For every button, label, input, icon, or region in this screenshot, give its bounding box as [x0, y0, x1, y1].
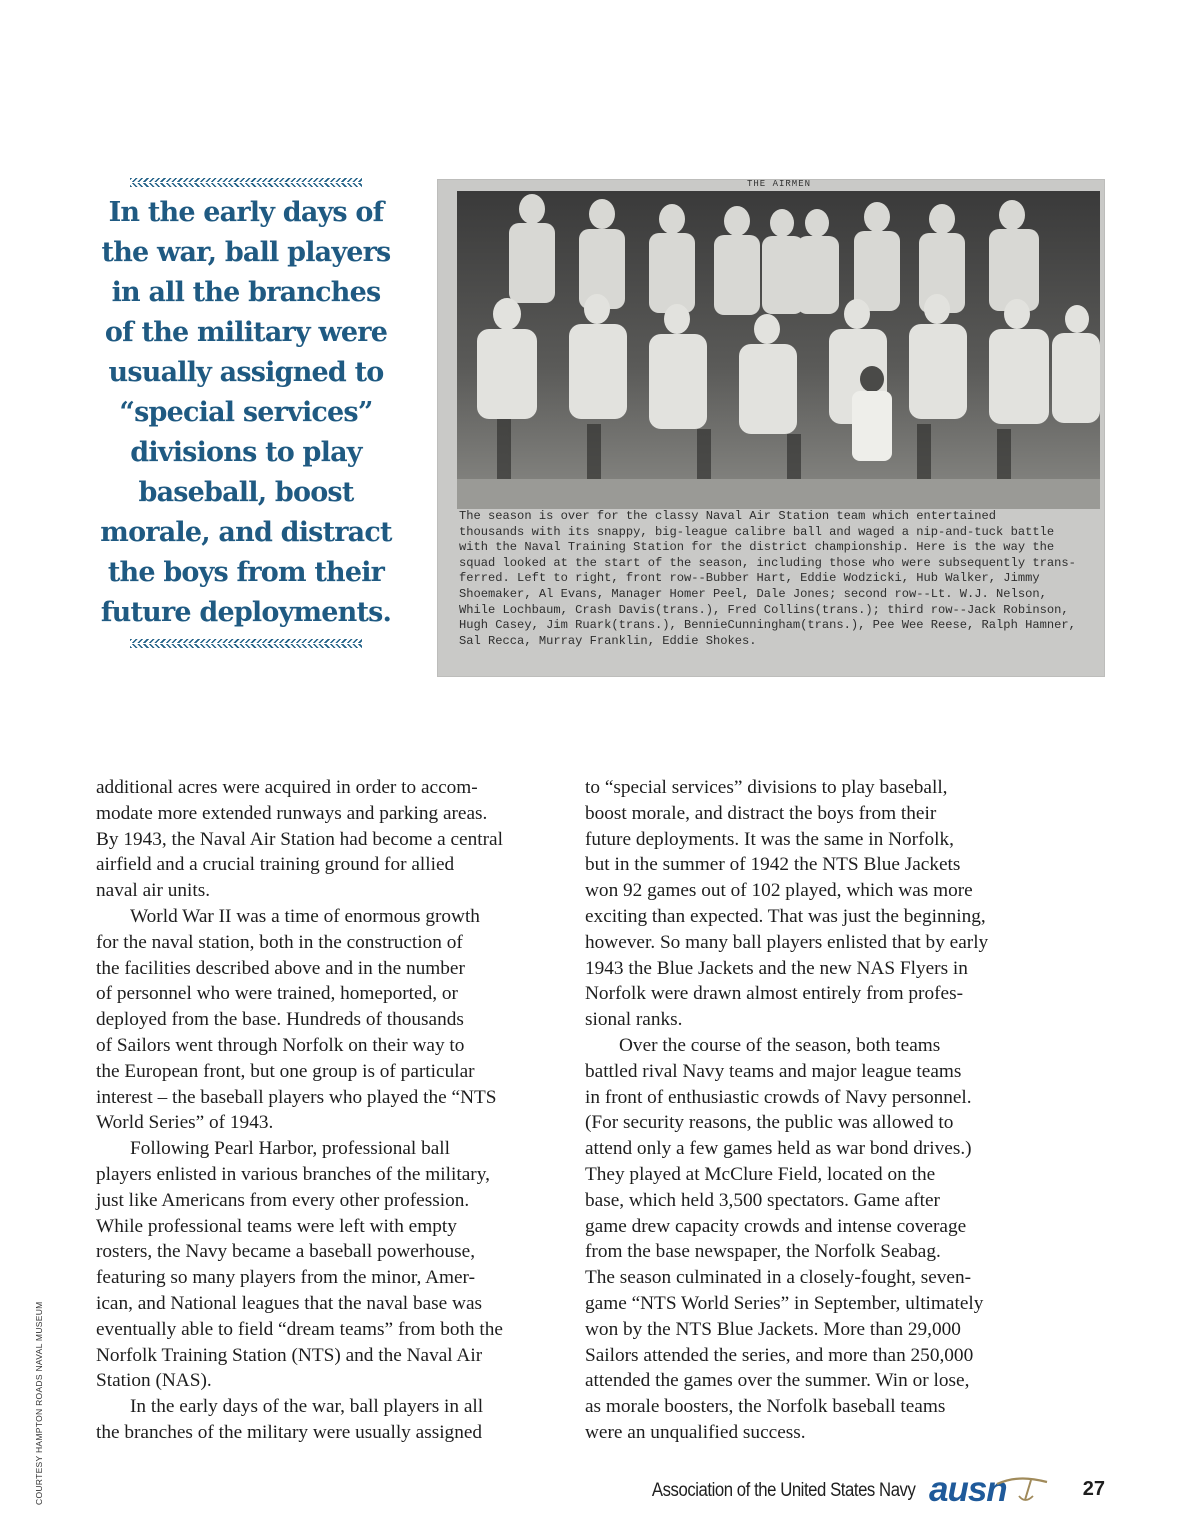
body-line: the European front, but one group is of particular [96, 1060, 475, 1082]
body-line: (For security reasons, the public was allowed to [585, 1112, 954, 1134]
pull-quote-line: future deployments. [100, 597, 392, 628]
photo-caption [459, 509, 1099, 649]
body-column-left [96, 775, 556, 1446]
pull-quote-line: In the early days of [108, 197, 384, 228]
body-line: Norfolk were drawn almost entirely from profes- [585, 983, 963, 1005]
page-footer [600, 1470, 1105, 1516]
pull-quote-line: usually assigned to [108, 357, 384, 388]
logo-text: ausn [929, 1470, 1007, 1509]
caption-line: Hugh Casey, Jim Ruark(trans.), BennieCunningham(trans.), Pee Wee Reese, Ralph Hamner, [459, 618, 1076, 633]
body-line: players enlisted in various branches of the military, [96, 1163, 490, 1185]
body-line: The season culminated in a closely-fought, seven- [585, 1267, 972, 1289]
body-line: While professional teams were left with empty [96, 1215, 457, 1237]
photo-credit-text: COURTESY HAMPTON ROADS NAVAL MUSEUM [34, 1301, 44, 1505]
pull-quote-line: divisions to play [130, 437, 362, 468]
body-line: They played at McClure Field, located on the [585, 1163, 936, 1185]
body-line: in front of enthusiastic crowds of Navy personnel. [585, 1086, 972, 1108]
page-number: 27 [1082, 1478, 1105, 1500]
body-line: but in the summer of 1942 the NTS Blue Jackets [585, 854, 961, 876]
body-line: of personnel who were trained, homeported, or [96, 983, 458, 1005]
body-line: ican, and National leagues that the naval base was [96, 1292, 483, 1314]
footer-organization: Association of the United States Navy [651, 1480, 915, 1501]
body-line: naval air units. [96, 880, 211, 902]
zigzag-rule-top [130, 178, 362, 187]
body-line: World War II was a time of enormous growth [130, 905, 480, 927]
body-line: deployed from the base. Hundreds of thousands [96, 1009, 464, 1031]
body-line: to “special services” divisions to play baseball, [585, 777, 948, 798]
body-line: airfield and a crucial training ground for allied [96, 854, 455, 876]
caption-line: thousands with its snappy, big-league calibre ball and waged a nip-and-tuck battle [459, 524, 1055, 539]
body-line: Following Pearl Harbor, professional ball [130, 1138, 450, 1160]
body-line: game drew capacity crowds and intense coverage [585, 1215, 967, 1237]
photo-header: THE AIRMEN [747, 179, 812, 189]
body-line: eventually able to field “dream teams” from both the [96, 1318, 503, 1340]
team-photo [437, 179, 1105, 677]
body-line: were an unqualified success. [585, 1421, 806, 1443]
body-line: 1943 the Blue Jackets and the new NAS Flyers in [585, 957, 968, 979]
body-line: won 92 games out of 102 played, which was more [585, 880, 973, 902]
body-line: rosters, the Navy became a baseball powerhouse, [96, 1241, 476, 1263]
body-line: World Series” of 1943. [96, 1112, 274, 1134]
body-line: the branches of the military were usually assigned [96, 1421, 483, 1443]
body-line: won by the NTS Blue Jackets. More than 29,000 [585, 1318, 961, 1340]
body-line: interest – the baseball players who played the “NTS [96, 1086, 497, 1108]
body-line: battled rival Navy teams and major league teams [585, 1060, 962, 1082]
body-line: the facilities described above and in the number [96, 957, 465, 979]
caption-line: Shoemaker, Al Evans, Manager Homer Peel, Dale Jones; second row--Lt. W.J. Nelson, [459, 586, 1047, 601]
pull-quote-line: the boys from their [107, 557, 385, 588]
body-line: Norfolk Training Station (NTS) and the Naval Air [96, 1344, 483, 1366]
caption-line: ferred. Left to right, front row--Bubber Hart, Eddie Wodzicki, Hub Walker, Jimmy [459, 571, 1040, 586]
team-photo-image [437, 179, 1105, 509]
body-line: exciting than expected. That was just the beginning, [585, 905, 986, 927]
pull-quote-line: the war, ball players [101, 237, 391, 268]
body-line: just like Americans from every other profession. [96, 1189, 470, 1211]
body-line: future deployments. It was the same in Norfolk, [585, 828, 954, 850]
pull-quote-line: in all the branches [111, 277, 381, 308]
body-line: from the base newspaper, the Norfolk Seabag. [585, 1241, 941, 1263]
body-line: Sailors attended the series, and more than 250,000 [585, 1344, 974, 1366]
pull-quote-line: of the military were [104, 317, 388, 348]
body-line: boost morale, and distract the boys from their [585, 802, 937, 824]
body-line: additional acres were acquired in order to accom- [96, 777, 478, 798]
body-line: attended the games over the summer. Win or lose, [585, 1370, 970, 1392]
body-line: game “NTS World Series” in September, ultimately [585, 1292, 984, 1314]
body-line: attend only a few games held as war bond drives.) [585, 1138, 972, 1160]
body-line: By 1943, the Naval Air Station had become a central [96, 828, 503, 850]
pull-quote-text [96, 193, 396, 633]
pull-quote-line: morale, and distract [100, 517, 392, 548]
photo-credit [34, 1275, 46, 1505]
body-column-right [585, 775, 1045, 1446]
anchor-swoosh-icon [927, 1470, 1057, 1510]
body-line: base, which held 3,500 spectators. Game after [585, 1189, 940, 1211]
zigzag-rule-bottom [130, 639, 362, 648]
body-line: In the early days of the war, ball players in all [130, 1396, 484, 1418]
caption-line: The season is over for the classy Naval Air Station team which entertained [459, 509, 997, 523]
body-line: however. So many ball players enlisted that by early [585, 931, 989, 953]
caption-line: with the Naval Training Station for the district championship. Here is the way the [459, 540, 1055, 555]
caption-line: While Lochbaum, Crash Davis(trans.), Fred Collins(trans.); third row--Jack Robinson, [459, 602, 1069, 617]
pull-quote-line: “special services” [119, 397, 373, 428]
body-line: Station (NAS). [96, 1370, 212, 1392]
body-line: as morale boosters, the Norfolk baseball teams [585, 1396, 946, 1418]
body-line: Over the course of the season, both teams [619, 1034, 941, 1056]
body-line: featuring so many players from the minor, Amer- [96, 1267, 476, 1289]
pull-quote [96, 178, 396, 648]
body-line: modate more extended runways and parking areas. [96, 802, 488, 824]
body-line: for the naval station, both in the construction of [96, 931, 463, 953]
body-line: of Sailors went through Norfolk on their way to [96, 1034, 465, 1056]
pull-quote-line: baseball, boost [138, 477, 354, 508]
ausn-logo [927, 1470, 1057, 1510]
caption-line: Sal Recca, Murray Franklin, Eddie Shokes. [459, 633, 757, 648]
caption-line: squad looked at the start of the season, including those who were subsequently trans- [459, 555, 1076, 570]
body-line: sional ranks. [585, 1009, 683, 1031]
